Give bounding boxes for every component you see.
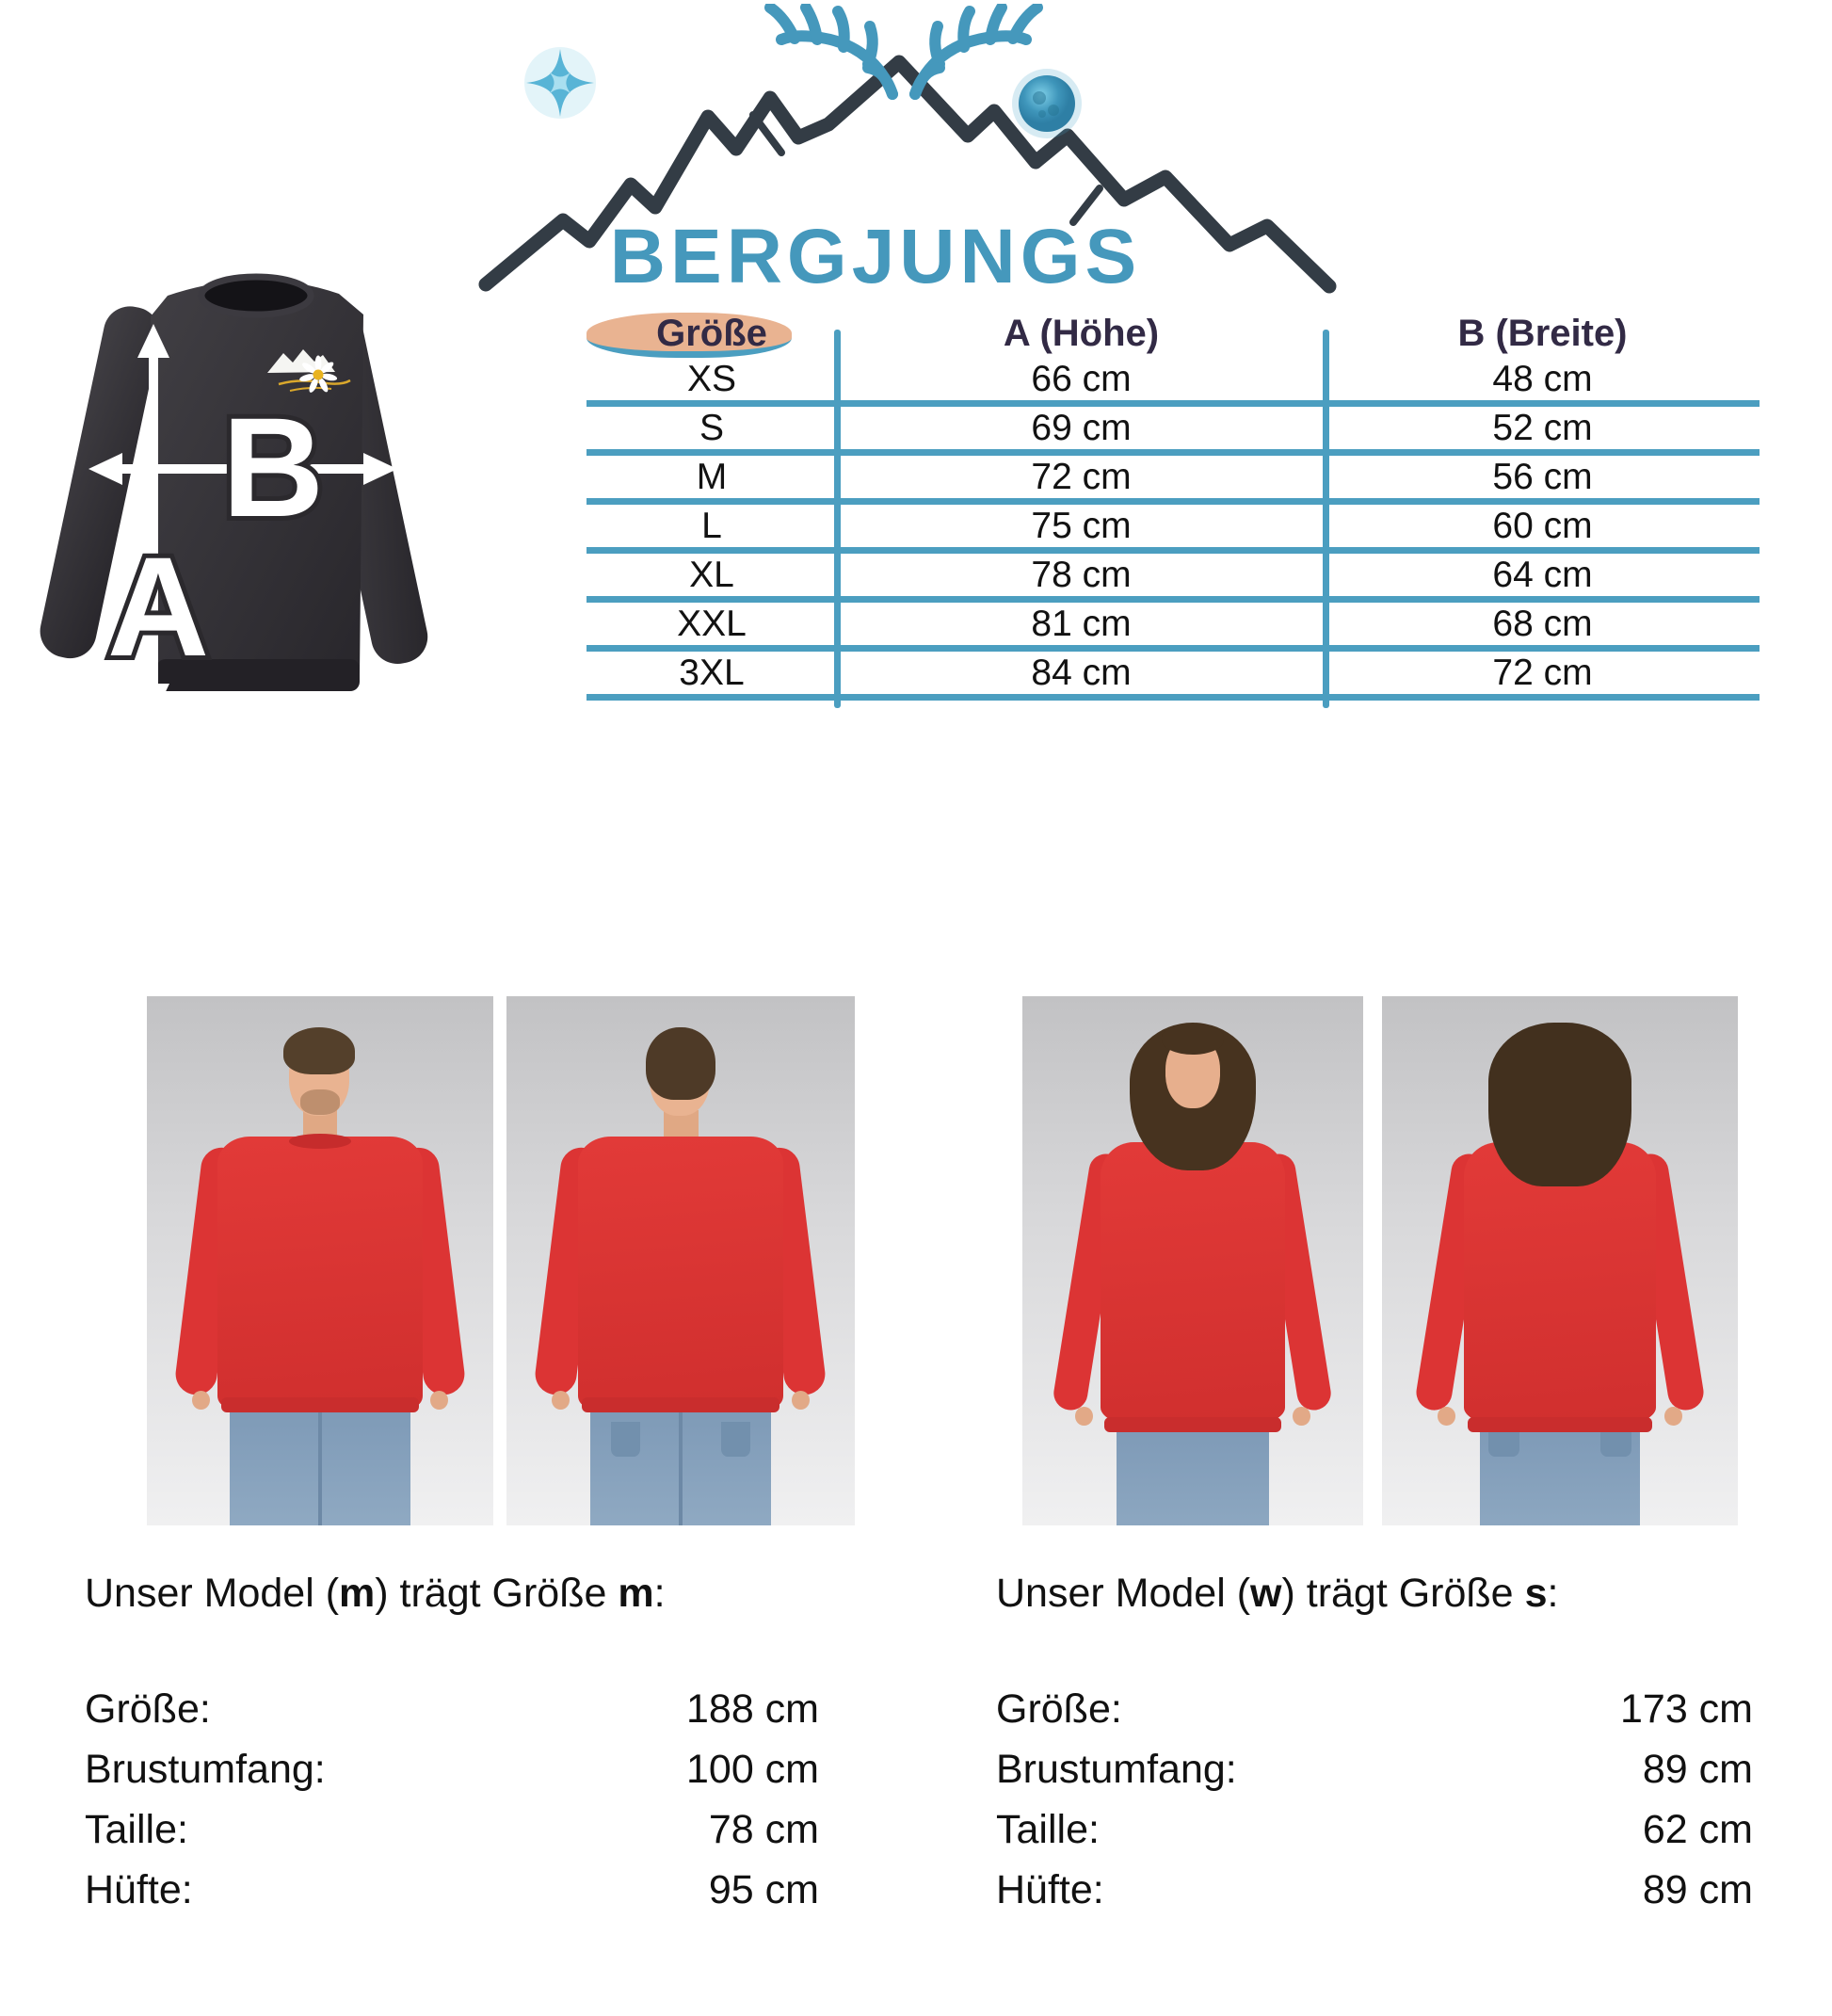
width-cell: 48 cm — [1492, 358, 1593, 399]
measurement-value: 173 cm — [1619, 1686, 1753, 1732]
sweatshirt-measurement-diagram — [26, 234, 431, 725]
table-row — [587, 652, 1760, 701]
pocket-shape — [611, 1422, 640, 1457]
star-icon — [524, 47, 596, 119]
caption-gender: m — [339, 1571, 376, 1616]
jeans-shape — [1117, 1427, 1270, 1525]
measurement-value: 188 cm — [685, 1686, 819, 1732]
width-cell: 52 cm — [1492, 407, 1593, 448]
measurement-label: Größe: — [996, 1686, 1122, 1732]
table-row — [587, 407, 1760, 456]
caption-text: Unser Model ( — [85, 1571, 340, 1616]
male-model-caption — [85, 1569, 666, 1618]
brand-name: BERGJUNGS — [609, 214, 1142, 298]
width-cell: 64 cm — [1492, 554, 1593, 595]
width-cell: 72 cm — [1492, 652, 1593, 693]
hand-shape — [192, 1391, 210, 1410]
model-figure — [506, 996, 855, 1525]
size-cell: S — [699, 407, 724, 448]
moon-icon — [1012, 69, 1082, 138]
size-cell: XS — [686, 358, 737, 399]
measurement-label: Größe: — [85, 1686, 211, 1732]
measurement-row — [85, 1802, 819, 1863]
hair-shape — [283, 1027, 354, 1075]
measurement-label: Brustumfang: — [85, 1747, 326, 1792]
hem-shape — [221, 1397, 419, 1412]
sweatshirt-shape — [217, 1137, 422, 1407]
table-divider — [1323, 330, 1329, 708]
measurement-row — [996, 1863, 1753, 1923]
caption-size: s — [1524, 1571, 1548, 1616]
measurement-label: Hüfte: — [85, 1867, 193, 1912]
table-divider — [834, 330, 841, 708]
col-header-width: B (Breite) — [1457, 313, 1628, 354]
collar-shape — [289, 1134, 351, 1149]
brand-logo — [471, 4, 1356, 298]
measurement-value: 78 cm — [708, 1807, 819, 1852]
hand-shape — [792, 1391, 810, 1410]
measurement-row — [996, 1742, 1753, 1802]
size-table-header-row — [587, 313, 1628, 358]
table-row — [587, 456, 1760, 505]
model-photo-woman-back — [1382, 996, 1738, 1525]
hair-shape — [1488, 1023, 1631, 1186]
jeans-seam — [679, 1410, 683, 1525]
caption-text: ) trägt Größe — [375, 1571, 619, 1616]
measurement-row — [996, 1802, 1753, 1863]
measurement-label: Taille: — [996, 1807, 1100, 1852]
hand-shape — [1664, 1407, 1683, 1426]
caption-gender: w — [1250, 1571, 1282, 1616]
hem-shape — [1104, 1417, 1281, 1432]
measurement-label: Taille: — [85, 1807, 188, 1852]
measurement-row — [85, 1863, 819, 1923]
caption-text: : — [653, 1571, 666, 1616]
hand-shape — [430, 1391, 448, 1410]
measurement-value: 100 cm — [685, 1747, 819, 1792]
model-figure — [1022, 996, 1363, 1525]
size-cell: XL — [689, 554, 734, 595]
hem-shape — [1468, 1417, 1653, 1432]
caption-text: ) trägt Größe — [1281, 1571, 1525, 1616]
size-table — [587, 313, 1760, 701]
measurement-value: 62 cm — [1642, 1807, 1753, 1852]
width-letter: B — [221, 388, 325, 546]
height-cell: 78 cm — [1031, 554, 1132, 595]
col-header-height: A (Höhe) — [1003, 313, 1160, 354]
jeans-seam — [318, 1410, 322, 1525]
model-photo-man-front — [147, 996, 493, 1525]
sweatshirt-shape — [1101, 1142, 1284, 1427]
table-row — [587, 554, 1760, 603]
caption-size: m — [618, 1571, 654, 1616]
beard-shape — [300, 1089, 340, 1115]
hand-shape — [1438, 1407, 1456, 1426]
model-photo-man-back — [506, 996, 855, 1525]
width-cell: 60 cm — [1492, 505, 1593, 546]
size-cell: 3XL — [679, 652, 745, 693]
width-cell: 68 cm — [1492, 603, 1593, 644]
pocket-shape — [721, 1422, 750, 1457]
antlers-icon — [770, 8, 1037, 94]
height-letter: A — [106, 527, 210, 685]
col-header-size: Größe — [656, 313, 767, 354]
hand-shape — [1075, 1407, 1093, 1426]
size-cell: XXL — [677, 603, 747, 644]
female-measurements — [996, 1682, 1753, 1923]
caption-text: : — [1547, 1571, 1559, 1616]
measurement-row — [996, 1682, 1753, 1742]
height-cell: 81 cm — [1031, 603, 1132, 644]
height-cell: 84 cm — [1031, 652, 1132, 693]
height-cell: 75 cm — [1031, 505, 1132, 546]
measurement-row — [85, 1682, 819, 1742]
table-row — [587, 358, 1760, 407]
model-photo-woman-front — [1022, 996, 1363, 1525]
size-cell: M — [696, 456, 728, 497]
width-cell: 56 cm — [1492, 456, 1593, 497]
hand-shape — [552, 1391, 570, 1410]
measurement-value: 89 cm — [1642, 1867, 1753, 1912]
measurement-label: Hüfte: — [996, 1867, 1104, 1912]
size-cell: L — [701, 505, 722, 546]
model-figure — [147, 996, 493, 1525]
measurement-row — [85, 1742, 819, 1802]
sweatshirt-shape — [578, 1137, 783, 1407]
female-model-caption — [996, 1569, 1558, 1618]
male-measurements — [85, 1682, 819, 1923]
hem-shape — [582, 1397, 780, 1412]
measurement-label: Brustumfang: — [996, 1747, 1237, 1792]
model-figure — [1382, 996, 1738, 1525]
hair-fringe-shape — [1162, 1025, 1223, 1054]
table-row — [587, 603, 1760, 652]
height-cell: 66 cm — [1031, 358, 1132, 399]
hair-shape — [646, 1027, 715, 1101]
measurement-value: 95 cm — [708, 1867, 819, 1912]
height-cell: 69 cm — [1031, 407, 1132, 448]
measurement-value: 89 cm — [1642, 1747, 1753, 1792]
height-cell: 72 cm — [1031, 456, 1132, 497]
caption-text: Unser Model ( — [996, 1571, 1251, 1616]
hand-shape — [1293, 1407, 1310, 1426]
table-row — [587, 505, 1760, 554]
